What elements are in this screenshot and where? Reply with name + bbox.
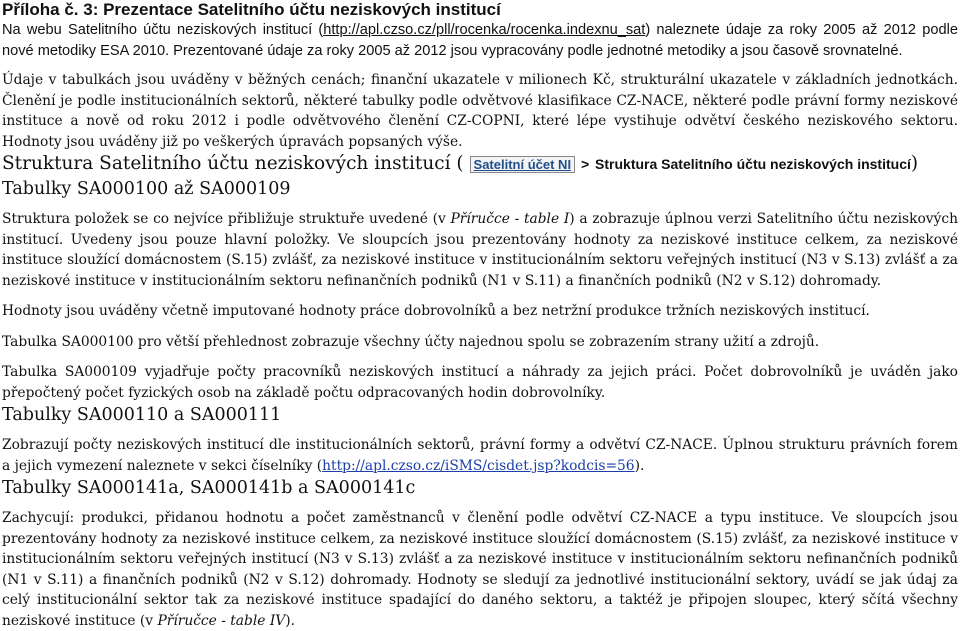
structure-text-before: Struktura položek se co nejvíce přibližuje struktuře uvedené (v <box>2 211 451 227</box>
heading-tables-sa000110-sa000111: Tabulky SA000110 a SA000111 <box>2 405 282 425</box>
units-paragraph: Údaje v tabulkách jsou uváděny v běžných cenách; finanční ukazatele v milionech Kč, strukturální ukazatele v základních jednotkách. Členění je podle institucionálních sektorů, některé tabulky podle odvětvové klasifikace CZ-NACE, některé podle právní formy neziskové instituce a nově od roku 2012 i podle odvětvového členění CZ-COPNI, které lépe vystihuje odvětví českého neziskového sektoru. Hodnoty jsou uváděny již po veškerých úpravách popsaných výše. <box>2 72 958 150</box>
heading-tables-sa000141: Tabulky SA000141a, SA000141b a SA000141c <box>2 478 416 498</box>
codelist-link[interactable]: http://apl.czso.cz/iSMS/cisdet.jsp?kodcis=56 <box>322 457 635 474</box>
tables-structure-paragraph <box>2 209 958 291</box>
volunteer-values-paragraph: Hodnoty jsou uváděny včetně imputované hodnoty práce dobrovolníků a bez netržní produkce tržních neziskových institucí. <box>2 303 870 319</box>
manual-reference-table-iv: Příručce - table IV <box>157 612 286 629</box>
production-text-after: ). <box>285 612 296 629</box>
institution-counts-paragraph <box>2 435 958 476</box>
production-paragraph <box>2 508 958 631</box>
production-text-before: Zachycují: produkci, přidanou hodnotu a počet zaměstnanců v členění podle odvětví CZ-NACE a typu instituce. Ve sloupcích jsou prezentovány hodnoty za neziskové instituce celkem, za neziskové instituce sloužící domácnostem (S.15) zvlášť, za neziskové instituce v institucionálním sektoru veřejných institucí (N3 v S.13) zvlášť a za neziskové instituce v institucionálním sektoru nefinančních podniků (N1 v S.11) a finančních podniků (N2 v S.12) dohromady. Hodnoty se sledují za jednotlivé institucionální sektory, uvádí se jak údaj za celý institucionální sektor tak za neziskové instituce spadající do daného sektoru, a taktéž je připojen sloupec, který sčítá všechny neziskové instituce (v <box>2 510 958 629</box>
breadcrumb-current: Struktura Satelitního účtu neziskových institucí <box>595 156 911 172</box>
page-title: Příloha č. 3: Prezentace Satelitního účtu neziskových institucí <box>2 0 501 19</box>
satellite-account-link[interactable]: http://apl.czso.cz/pll/rocenka/rocenka.indexnu_sat <box>323 22 646 38</box>
structure-text-after: ) a zobrazuje úplnou verzi Satelitního účtu neziskových institucí. Uvedeny jsou pouze hlavní položky. Ve sloupcích jsou prezentovány hodnoty za neziskové instituce celkem, za neziskové instituce sloužící domácnostem (S.15) zvlášť, za neziskové instituce v institucionálním sektoru veřejných institucí (N3 v S.13) zvlášť a za neziskové instituce v institucionálním sektoru nefinančních podniků (N1 v S.11) a finančních podniků (N2 v S.12) dohromady. <box>2 211 958 289</box>
section-heading-close: ) <box>910 153 919 174</box>
counts-text-after: ). <box>634 457 645 474</box>
intro-text-before: Na webu Satelitního účtu neziskových institucí ( <box>2 22 324 38</box>
breadcrumb-separator: > <box>580 156 590 172</box>
manual-reference-table-i: Příručce - table I <box>450 211 570 227</box>
section-heading <box>2 152 958 177</box>
sa000109-paragraph: Tabulka SA000109 vyjadřuje počty pracovníků neziskových institucí a náhrady za jejich práci. Počet dobrovolníků je uváděn jako přepočtený počet fyzických osob na základě počtu odpracovaných hodin dobrovolníky. <box>2 364 958 401</box>
sa000100-paragraph: Tabulka SA000100 pro větší přehlednost zobrazuje všechny účty najednou spolu se zobrazením strany užití a zdrojů. <box>2 333 820 350</box>
intro-paragraph <box>2 20 958 62</box>
intro-text-after: ) naleznete údaje za roky 2005 až 2012 podle nové metodiky ESA 2010. Prezentované údaje za roky 2005 až 2012 jsou vypracovány podle jednotné metodiky a jsou časově srovnatelné. <box>2 22 958 59</box>
section-heading-text: Struktura Satelitního účtu neziskových institucí ( <box>2 153 464 174</box>
breadcrumb-link-satellite-account[interactable]: Satelitní účet NI <box>470 156 576 173</box>
heading-tables-sa000100-sa000109: Tabulky SA000100 až SA000109 <box>2 179 291 199</box>
counts-text-before: Zobrazují počty neziskových institucí dle institucionálních sektorů, právní formy a odvětví CZ-NACE. Úplnou strukturu právních forem a jejich vymezení naleznete v sekci číselníky ( <box>2 437 958 474</box>
